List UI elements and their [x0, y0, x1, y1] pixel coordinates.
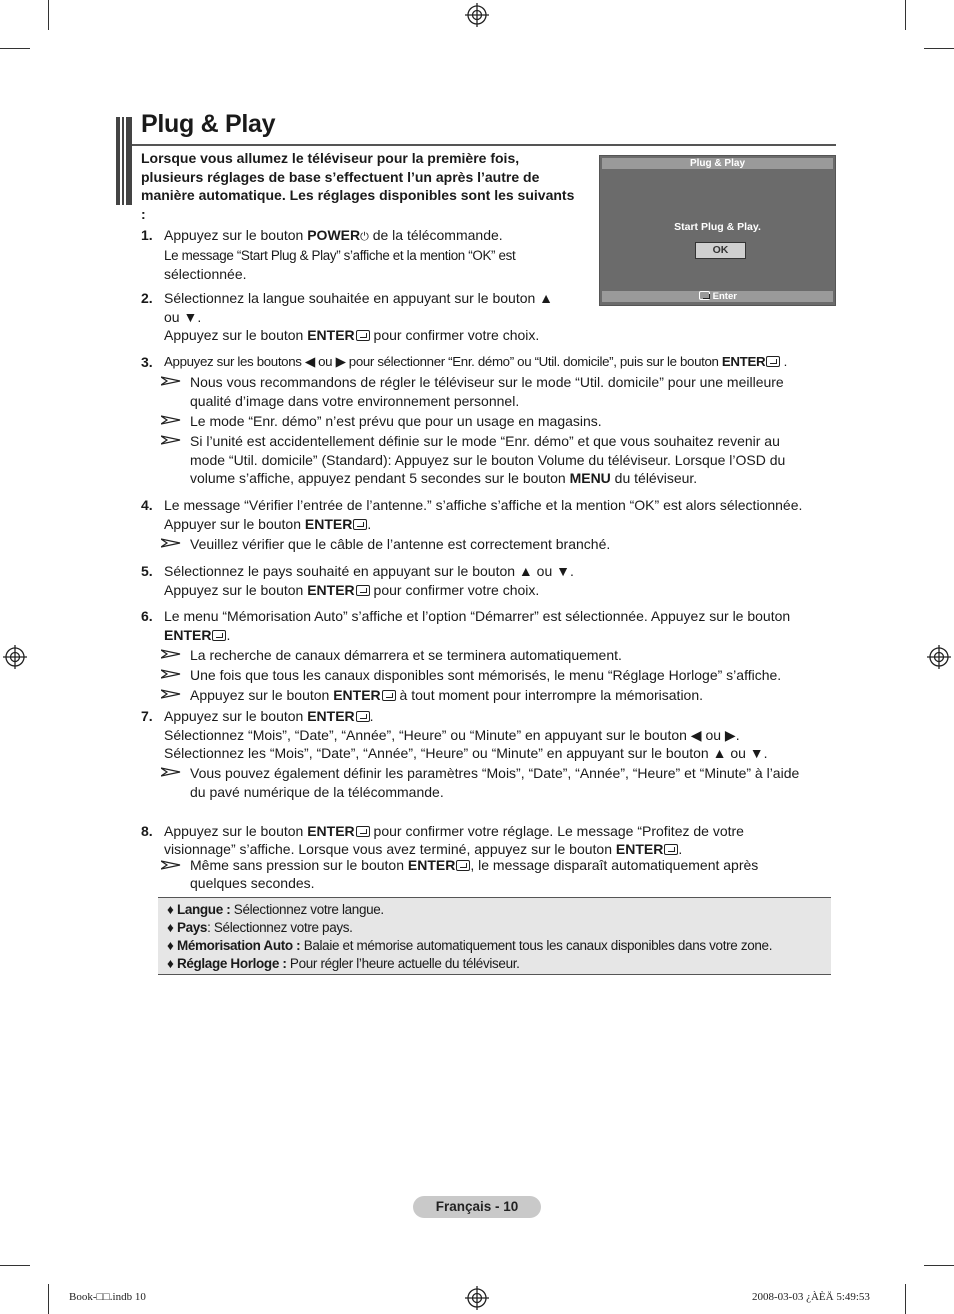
step-text: Appuyez sur le bouton: [164, 823, 308, 839]
intro-paragraph: Lorsque vous allumez le téléviseur pour la première fois, plusieurs réglages de base s’effectuent l’un après l’autre de manière automatique. Les réglages disponibles sont les suivants :: [141, 150, 575, 222]
title-side-bars: [116, 117, 132, 205]
registration-mark-icon: [3, 645, 27, 669]
bullet-icon: ♦: [167, 920, 174, 935]
step-text: Le message “Start Plug & Play” s’affiche et la mention “OK” est: [164, 247, 516, 263]
step-text: Appuyer sur le bouton: [164, 515, 305, 532]
summary-text: Sélectionnez votre langue.: [230, 902, 384, 917]
screen-message: Start Plug & Play.: [674, 221, 761, 233]
enter-label: ENTER: [307, 823, 355, 839]
enter-icon: [356, 330, 370, 341]
summary-row: [167, 920, 353, 935]
enter-icon: [353, 519, 367, 530]
step-number: 2.: [141, 290, 153, 306]
screen-title-bar: Plug & Play: [602, 158, 833, 169]
crop-mark: [0, 48, 30, 49]
step-number: 8.: [141, 823, 153, 839]
note-text: Appuyez sur le bouton: [190, 687, 334, 703]
step-number: 4.: [141, 497, 153, 513]
crop-mark: [48, 0, 49, 30]
summary-text: : Sélectionnez votre pays.: [207, 920, 353, 935]
note-text: du téléviseur.: [610, 470, 698, 486]
crop-mark: [924, 48, 954, 49]
note-text: Nous vous recommandons de régler le téléviseur sur le mode “Util. domicile” pour une meilleure: [190, 374, 784, 390]
step-text: Appuyez sur le bouton: [164, 581, 308, 598]
step-number: 6.: [141, 608, 153, 624]
page-number-badge: Français - 10: [413, 1196, 541, 1218]
step-text: .: [226, 626, 231, 643]
bullet-icon: ♦: [167, 902, 174, 917]
note-text: Même sans pression sur le bouton: [190, 857, 408, 873]
note-text: Vous pouvez également définir les paramètres “Mois”, “Date”, “Année”, “Heure” et “Minute” à l’aide: [190, 765, 800, 781]
registration-mark-icon: [465, 1286, 489, 1310]
footer-timestamp: 2008-03-03 ¿ÀÈÄ 5:49:53: [752, 1291, 870, 1303]
summary-text: Balaie et mémorise automatiquement tous les canaux disponibles dans votre zone.: [300, 938, 773, 953]
enter-label: ENTER: [307, 327, 355, 343]
step-text: Appuyez sur le bouton: [164, 708, 308, 724]
step-text: Appuyez sur le bouton: [164, 227, 308, 243]
summary-box: [158, 897, 831, 975]
step-text: Sélectionnez “Mois”, “Date”, “Année”, “Heure” ou “Minute” en appuyant sur le bouton ◀ ou ▶.: [164, 726, 740, 743]
step-text: .: [367, 515, 372, 532]
note-arrow-icon: [161, 649, 181, 659]
note-text: mode “Util. domicile” (Standard): Appuyez sur le bouton Volume du téléviseur. Lorsque l’OSD du: [190, 451, 786, 468]
summary-row: [167, 938, 772, 953]
note-arrow-icon: [161, 415, 181, 425]
summary-label: Langue :: [176, 902, 231, 917]
screen-bottom-bar: [602, 291, 833, 302]
registration-mark-icon: [465, 3, 489, 27]
summary-label: Pays: [176, 920, 208, 935]
step-text: Le message “Vérifier l’entrée de l’antenne.” s’affiche s’affiche et la mention “OK” est alors sélectionnée.: [164, 497, 803, 513]
crop-mark: [905, 0, 906, 30]
step-text: Le menu “Mémorisation Auto” s’affiche et l’option “Démarrer” est sélectionnée. Appuyez sur le bouton: [164, 608, 791, 624]
note-arrow-icon: [161, 538, 181, 548]
step-text: Appuyez sur le bouton: [164, 327, 308, 343]
enter-icon: [456, 860, 470, 871]
step-number: 3.: [141, 354, 153, 370]
enter-icon: [356, 585, 370, 596]
step-text: .: [369, 708, 374, 724]
note-arrow-icon: [161, 376, 181, 386]
enter-label: ENTER: [407, 857, 456, 873]
summary-label: Réglage Horloge :: [176, 956, 287, 971]
power-icon: ⏻: [360, 231, 369, 243]
step-text: pour confirmer votre choix.: [369, 581, 540, 598]
enter-icon: [766, 356, 780, 367]
enter-icon: [699, 291, 710, 300]
step-text: pour confirmer votre réglage. Le message “Profitez de votre: [369, 823, 744, 839]
note-text: du pavé numérique de la télécommande.: [190, 783, 444, 800]
enter-icon: [382, 690, 396, 701]
note-arrow-icon: [161, 435, 181, 445]
enter-icon: [212, 630, 226, 641]
summary-row: [167, 902, 384, 917]
step-text: de la télécommande.: [368, 227, 503, 243]
note-text: Le mode “Enr. démo” n’est prévu que pour un usage en magasins.: [190, 413, 602, 429]
summary-text: Pour régler l’heure actuelle du téléviseur.: [286, 956, 520, 971]
note-text: Veuillez vérifier que le câble de l’antenne est correctement branché.: [190, 536, 611, 552]
tv-screen-illustration: [599, 155, 836, 306]
enter-icon: [664, 844, 678, 855]
step-text: pour confirmer votre choix.: [369, 327, 540, 343]
enter-label: ENTER: [164, 626, 212, 643]
screen-ok-button: OK: [695, 242, 746, 259]
step-text: Sélectionnez le pays souhaité en appuyant sur le bouton ▲ ou ▼.: [164, 563, 574, 579]
bullet-icon: ♦: [167, 956, 174, 971]
menu-label: MENU: [569, 470, 611, 486]
step-number: 7.: [141, 708, 153, 724]
step-text: Sélectionnez les “Mois”, “Date”, “Année”, “Heure” ou “Minute” en appuyant sur le bouton ▲ ou ▼.: [164, 745, 768, 761]
step-text: ou ▼.: [164, 308, 202, 325]
note-text: à tout moment pour interrompre la mémorisation.: [395, 687, 704, 703]
step-text: visionnage” s’affiche. Lorsque vous avez terminé, appuyez sur le bouton: [164, 840, 616, 857]
note-text: La recherche de canaux démarrera et se terminera automatiquement.: [190, 647, 622, 663]
note-text: quelques secondes.: [190, 874, 315, 891]
step-number: 5.: [141, 563, 153, 579]
enter-icon: [356, 711, 370, 722]
note-arrow-icon: [161, 860, 181, 870]
note-text: , le message disparaît automatiquement après: [470, 857, 759, 873]
note-arrow-icon: [161, 767, 181, 777]
crop-mark: [0, 1265, 30, 1266]
step-text: Appuyez sur les boutons ◀ ou ▶ pour sélectionner “Enr. démo” ou “Util. domicile”, puis sur le bouton: [164, 354, 722, 369]
screen-enter-label: Enter: [712, 291, 737, 302]
note-arrow-icon: [161, 669, 181, 679]
summary-label: Mémorisation Auto :: [176, 938, 301, 953]
note-text: Une fois que tous les canaux disponibles sont mémorisés, le menu “Réglage Horloge” s’affiche.: [190, 667, 782, 683]
crop-mark: [924, 1265, 954, 1266]
step-text: .: [678, 840, 683, 857]
crop-mark: [48, 1284, 49, 1314]
note-text: volume s’affiche, appuyez pendant 5 secondes sur le bouton: [190, 470, 570, 486]
step-text: sélectionnée.: [164, 266, 247, 282]
title-rule: [132, 144, 836, 146]
crop-mark: [905, 1284, 906, 1314]
step-text: .: [780, 354, 787, 369]
enter-label: ENTER: [307, 708, 355, 724]
footer-file-info: Book-□□.indb 10: [69, 1291, 146, 1303]
enter-label: ENTER: [721, 354, 766, 369]
step-text: Sélectionnez la langue souhaitée en appuyant sur le bouton ▲: [164, 290, 554, 306]
note-text: Si l’unité est accidentellement définie sur le mode “Enr. démo” et que vous souhaitez revenir au: [190, 433, 780, 449]
enter-label: ENTER: [304, 515, 353, 532]
registration-mark-icon: [927, 645, 951, 669]
enter-label: ENTER: [307, 581, 355, 598]
note-arrow-icon: [161, 689, 181, 699]
enter-label: ENTER: [333, 687, 381, 703]
page-title: Plug & Play: [141, 110, 276, 138]
note-text: qualité d’image dans votre environnement personnel.: [190, 392, 520, 409]
summary-row: [167, 956, 520, 971]
enter-label: ENTER: [615, 840, 664, 857]
step-number: 1.: [141, 227, 153, 243]
bullet-icon: ♦: [167, 938, 174, 953]
enter-icon: [356, 826, 370, 837]
power-label: POWER: [307, 227, 361, 243]
